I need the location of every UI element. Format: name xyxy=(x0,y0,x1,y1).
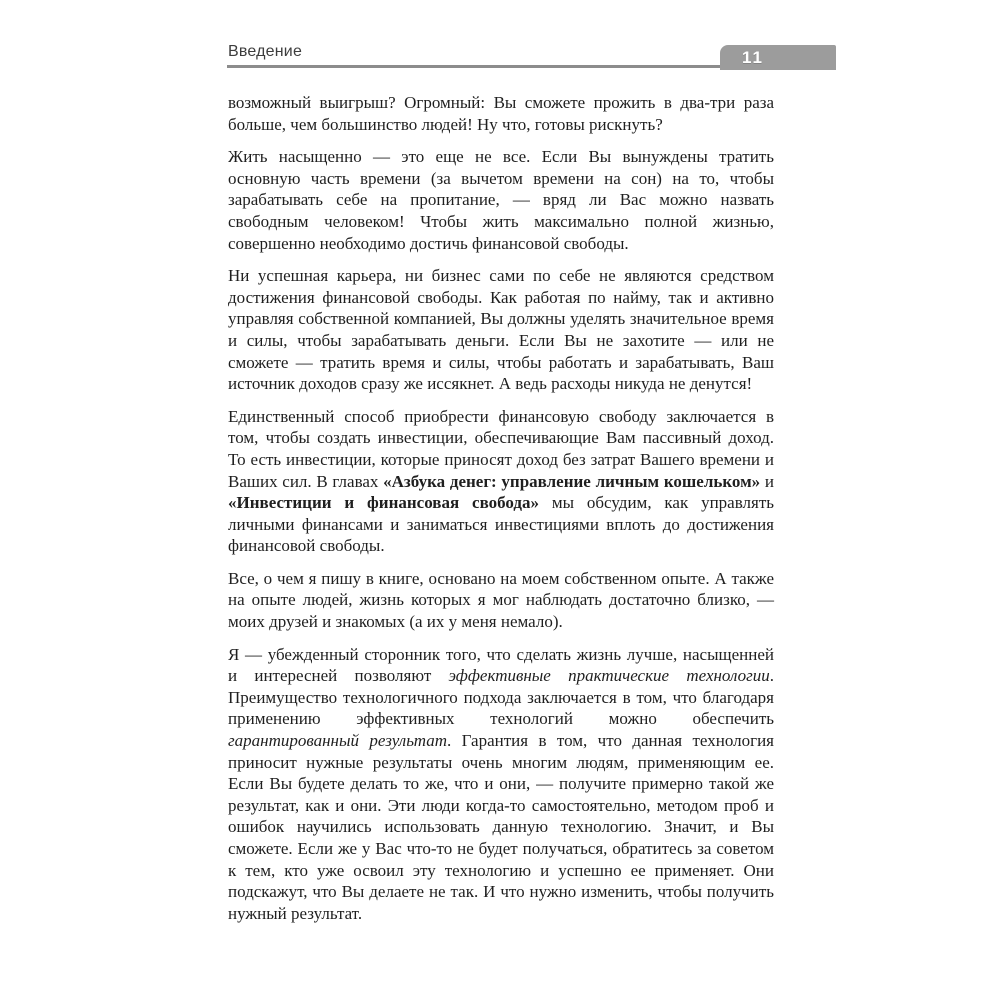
section-title: Введение xyxy=(228,43,303,60)
paragraph: Ни успешная карьера, ни бизнес сами по себе не являются средством достижения финансовой свободы. Как работая по найму, так и активно управляя собственной компанией, Вы должны уделять значительное время и силы, чтобы зарабатывать деньги. Если Вы не захотите — или не сможете — тратить время и силы, чтобы работать и зарабатывать, Ваш источник доходов сразу же иссякнет. А ведь расходы никуда не денутся! xyxy=(228,266,774,394)
page-body xyxy=(228,92,774,935)
paragraph: Жить насыщенно — это еще не все. Если Вы вынуждены тратить основную часть времени (за вычетом времени на сон) на то, чтобы зарабатывать себе на пропитание, — вряд ли Вас можно назвать свободным человеком! Чтобы жить максимально полной жизнью, совершенно необходимо достичь финансовой свободы. xyxy=(228,147,774,253)
paragraph: Единственный способ приобрести финансовую свободу заключается в том, чтобы создать инвестиции, обеспечивающие Вам пассивный доход. То есть инвестиции, которые приносят доход без затрат Вашего времени и Ваших сил. В главах «Азбука денег: управление личным кошельком» и «Инвестиции и финансовая свобода» мы обсудим, как управлять личными финансами и заниматься инвестициями вплоть до достижения финансовой свободы. xyxy=(228,406,775,556)
paragraph: возможный выигрыш? Огромный: Вы сможете прожить в два-три раза больше, чем большинство людей! Ну что, готовы рискнуть? xyxy=(228,93,774,134)
page-header xyxy=(227,42,836,70)
paragraph: Я — убежденный сторонник того, что сделать жизнь лучше, насыщенней и интересней позволяют эффективные практические технологии. Преимущество технологичного подхода заключается в том, что благодаря применению эффективных технологий можно обеспечить гарантированный результат. Гарантия в том, что данная технология приносит нужные результаты очень многим людям, применяющим ее. Если Вы будете делать то же, что и они, — получите примерно такой же результат, как и они. Эти люди когда-то самостоятельно, методом проб и ошибок научились использовать данную технологию. Значит, и Вы сможете. Если же у Вас что-то не будет получаться, обратитесь за советом к тем, кто уже освоил эту технологию и успешно ее применяет. Они подскажут, что Вы делаете не так. И что нужно изменить, чтобы получить нужный результат. xyxy=(228,644,775,923)
paragraph: Все, о чем я пишу в книге, основано на моем собственном опыте. А также на опыте людей, жизнь которых я мог наблюдать достаточно близко, — моих друзей и знакомых (а их у меня немало). xyxy=(228,568,774,632)
page-number-tab xyxy=(720,45,836,70)
page-number: 11 xyxy=(742,47,764,67)
